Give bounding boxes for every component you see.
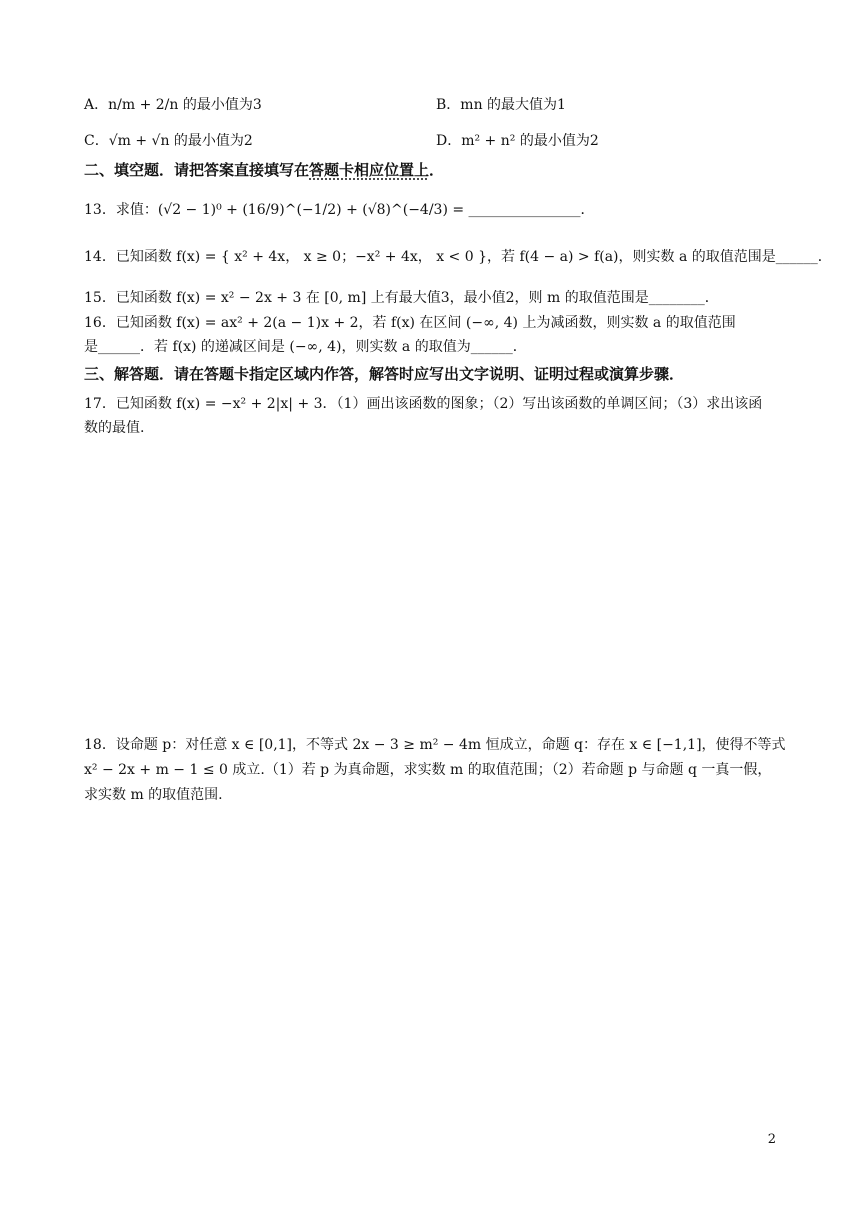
question-13: 13．求值：(√2 − 1)⁰ + (16/9)^(−1/2) + (√8)^(−4/3) = ________________． [84,202,595,218]
question-16-line-2: 是______．若 f(x) 的递减区间是 (−∞, 4)，则实数 a 的取值为______． [84,339,527,355]
option-c: C．√m + √n 的最小值为2 [84,133,253,149]
question-18-line-2: x² − 2x + m − 1 ≤ 0 成立.（1）若 p 为真命题，求实数 m 的取值范围；（2）若命题 p 与命题 q 一真一假， [84,762,772,778]
question-17-line-2: 数的最值. [84,420,145,436]
section-2-heading [84,160,444,180]
question-16-line-1: 16．已知函数 f(x) = ax² + 2(a − 1)x + 2，若 f(x) 在区间 (−∞, 4) 上为减函数，则实数 a 的取值范围 [84,315,736,331]
question-14: 14．已知函数 f(x) = { x² + 4x， x ≥ 0；−x² + 4x， x < 0 }，若 f(4 − a) > f(a)，则实数 a 的取值范围是______． [84,249,832,265]
section-2-heading-prefix: 二、填空题．请把答案直接填写在 [84,161,310,179]
question-18-line-1: 18．设命题 p：对任意 x ∈ [0,1]，不等式 2x − 3 ≥ m² − 4m 恒成立，命题 q：存在 x ∈ [−1,1]，使得不等式 [84,737,786,753]
section-2-heading-suffix: ． [429,161,445,179]
section-2-heading-emphasis: 答题卡相应位置上 [309,161,430,179]
section-3-heading: 三、解答题．请在答题卡指定区域内作答，解答时应写出文字说明、证明过程或演算步骤． [84,365,685,383]
page-number: 2 [767,1132,776,1147]
question-15: 15．已知函数 f(x) = x² − 2x + 3 在 [0, m] 上有最大值3，最小值2，则 m 的取值范围是________． [84,290,719,306]
question-18-line-3: 求实数 m 的取值范围. [84,787,223,803]
option-a: A．n/m + 2/n 的最小值为3 [84,97,262,113]
option-d: D．m² + n² 的最小值为2 [436,133,599,149]
option-b: B．mn 的最大值为1 [436,97,566,113]
question-17-line-1: 17．已知函数 f(x) = −x² + 2|x| + 3．（1）画出该函数的图象；（2）写出该函数的单调区间；（3）求出该函 [84,396,763,412]
